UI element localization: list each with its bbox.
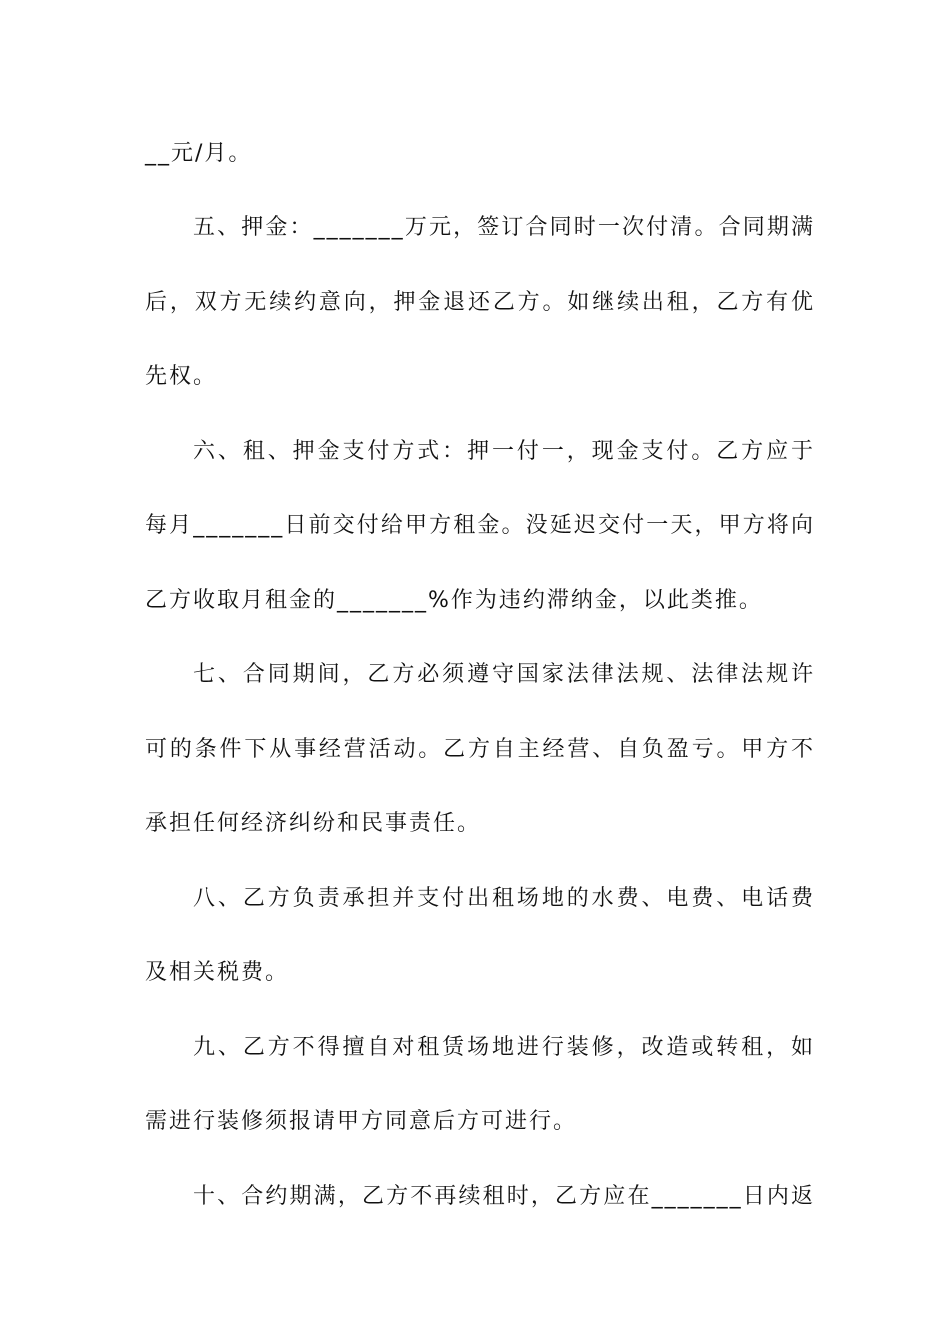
- text-line: 后，双方无续约意向，押金退还乙方。如继续出租，乙方有优: [145, 290, 815, 315]
- text-line: 乙方收取月租金的_______%作为违约滞纳金，以此类推。: [145, 588, 763, 613]
- text-line: 需进行装修须报请甲方同意后方可进行。: [145, 1109, 578, 1134]
- text-line: 十、合约期满，乙方不再续租时，乙方应在_______日内返: [193, 1184, 815, 1209]
- text-line: 六、租、押金支付方式：押一付一，现金支付。乙方应于: [193, 439, 815, 464]
- text-line: 先权。: [145, 364, 218, 389]
- text-line: 每月_______日前交付给甲方租金。没延迟交付一天，甲方将向: [145, 513, 815, 538]
- text-line: __元/月。: [145, 141, 253, 166]
- text-line: 及相关税费。: [145, 960, 290, 985]
- text-line: 可的条件下从事经营活动。乙方自主经营、自负盈亏。甲方不: [145, 737, 815, 762]
- text-line: 五、押金：_______万元，签订合同时一次付清。合同期满: [193, 215, 815, 240]
- text-line: 八、乙方负责承担并支付出租场地的水费、电费、电话费: [193, 886, 815, 911]
- text-line: 七、合同期间，乙方必须遵守国家法律法规、法律法规许: [193, 662, 815, 687]
- text-line: 承担任何经济纠纷和民事责任。: [145, 811, 482, 836]
- text-line: 九、乙方不得擅自对租赁场地进行装修，改造或转租，如: [193, 1035, 815, 1060]
